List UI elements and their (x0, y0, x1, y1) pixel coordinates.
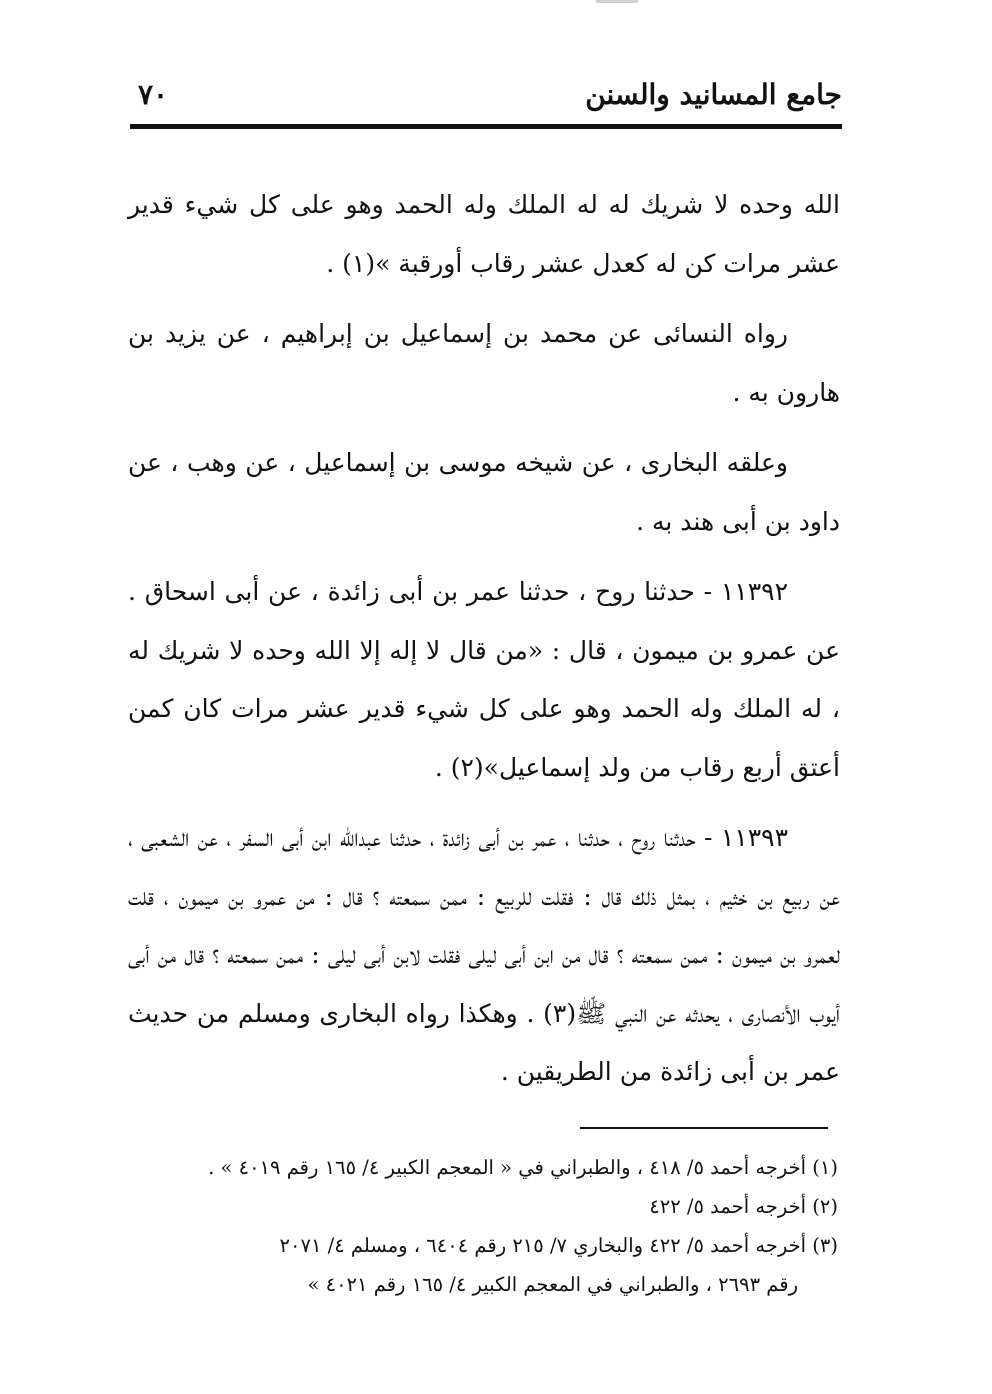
hadith-11393: ١١٣٩٣ - حدثنا روح ، حدثنا ، عمر بن أبى زائدة ، حدثنا عبدالله ابن أبى السفر ، عن الشعبى ، عن ربيع بن خثيم ، بمثل ذلك قال : فقلت للربيع : ممن سمعته ؟ قال : من عمرو بن ميمون ، قلت لعمرو بن ميمون : ممن سمعته ؟ قال من ابن أبى ليلى فقلت لابن أبى ليلى : ممن سمعته ؟ قال من أبى أيوب الأنصارى ، يحدثه عن النبي ﷺ(٣) . وهكذا رواه البخارى ومسلم من حديث عمر بن أبى زائدة من الطريقين . (128, 823, 840, 1086)
paragraph-continuation: الله وحده لا شريك له له الملك وله الحمد وهو على كل شيء قدير عشر مرات كن له كعدل عشر رقاب أورقبة »(١) . (128, 190, 840, 278)
scan-artifact (596, 0, 638, 3)
footnotes (118, 1148, 838, 1304)
running-title: جامع المسانيد والسنن (585, 78, 842, 111)
footnote-2: (٢) أخرجه أحمد ٥/ ٤٢٢ (649, 1195, 838, 1218)
paragraph-nasai: رواه النسائى عن محمد بن إسماعيل بن إبراهيم ، عن يزيد بن هارون به . (128, 319, 840, 407)
footnote-separator (580, 1127, 828, 1129)
hadith-11392: ١١٣٩٢ - حدثنا روح ، حدثنا عمر بن أبى زائدة ، عن أبى اسحاق . عن عمرو بن ميمون ، قال : «من قال لا إله إلا الله وحده لا شريك له ، له الملك وله الحمد وهو على كل شيء قدير عشر مرات كان كمن أعتق أربع رقاب من ولد إسماعيل»(٢) . (128, 577, 840, 782)
paragraph-bukhari: وعلقه البخارى ، عن شيخه موسى بن إسماعيل ، عن وهب ، عن داود بن أبى هند به . (128, 448, 840, 536)
page-header (130, 78, 842, 122)
header-rule (130, 124, 842, 129)
footnote-3-line-1: (٣) أخرجه أحمد ٥/ ٤٢٢ والبخاري ٧/ ٢١٥ رقم ٦٤٠٤ ، ومسلم ٤/ ٢٠٧١ (279, 1234, 838, 1257)
footnote-1: (١) أخرجه أحمد ٥/ ٤١٨ ، والطبراني في « المعجم الكبير ٤/ ١٦٥ رقم ٤٠١٩ » . (208, 1156, 838, 1179)
page-number: ٧٠ (138, 78, 169, 111)
main-text (128, 176, 840, 1114)
footnote-3-line-2: رقم ٢٦٩٣ ، والطبراني في المعجم الكبير ٤/ ١٦٥ رقم ٤٠٢١ » (307, 1273, 798, 1296)
